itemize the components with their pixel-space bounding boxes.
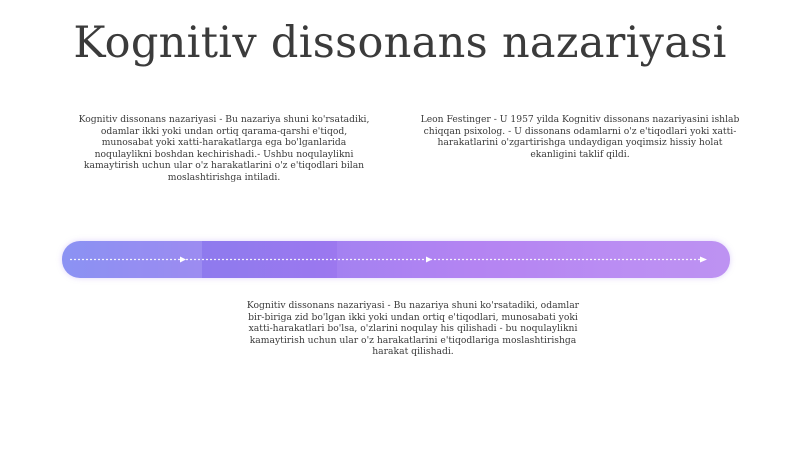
arrow-marker-2-icon <box>426 257 432 263</box>
text-block-bottom: Kognitiv dissonans nazariyasi - Bu nazariya shuni ko'rsatadiki, odamlar bir-biriga zid bo'lgan ikki yoki undan ortiq e'tiqodlari, munosabati yoki xatti-harakatlari bo'lsa, o'zlarini noqulay his qilishadi - bu noqulaylikni kamaytirish uchun ular o'z harakatlarini e'tiqodlariga moslashtirishga harakat qilishadi. <box>246 300 580 358</box>
text-block-top-right: Leon Festinger - U 1957 yilda Kognitiv dissonans nazariyasini ishlab chiqqan psixolog. - U dissonans odamlarni o'z e'tiqodlari yoki xatti-harakatlarini o'zgartirishga undaydigan yoqimsiz hissiy holat ekanligini taklif qildi. <box>420 114 740 160</box>
page-title: Kognitiv dissonans nazariyasi <box>73 18 727 68</box>
text-block-top-left: Kognitiv dissonans nazariyasi - Bu nazariya shuni ko'rsatadiki, odamlar ikki yoki undan ortiq qarama-qarshi e'tiqod, munosabat yoki xatti-harakatlarga ega bo'lganlarida noqulaylikni boshdan kechirishadi.- Ushbu noqulaylikni kamaytirish uchun ular o'z harakatlarini o'z e'tiqodlari bilan moslashtirishga intiladi. <box>78 114 370 183</box>
arrow-marker-1-icon <box>180 257 186 263</box>
timeline-bar <box>62 241 730 278</box>
timeline-arrows <box>62 241 730 278</box>
arrow-marker-3-icon <box>700 257 707 263</box>
